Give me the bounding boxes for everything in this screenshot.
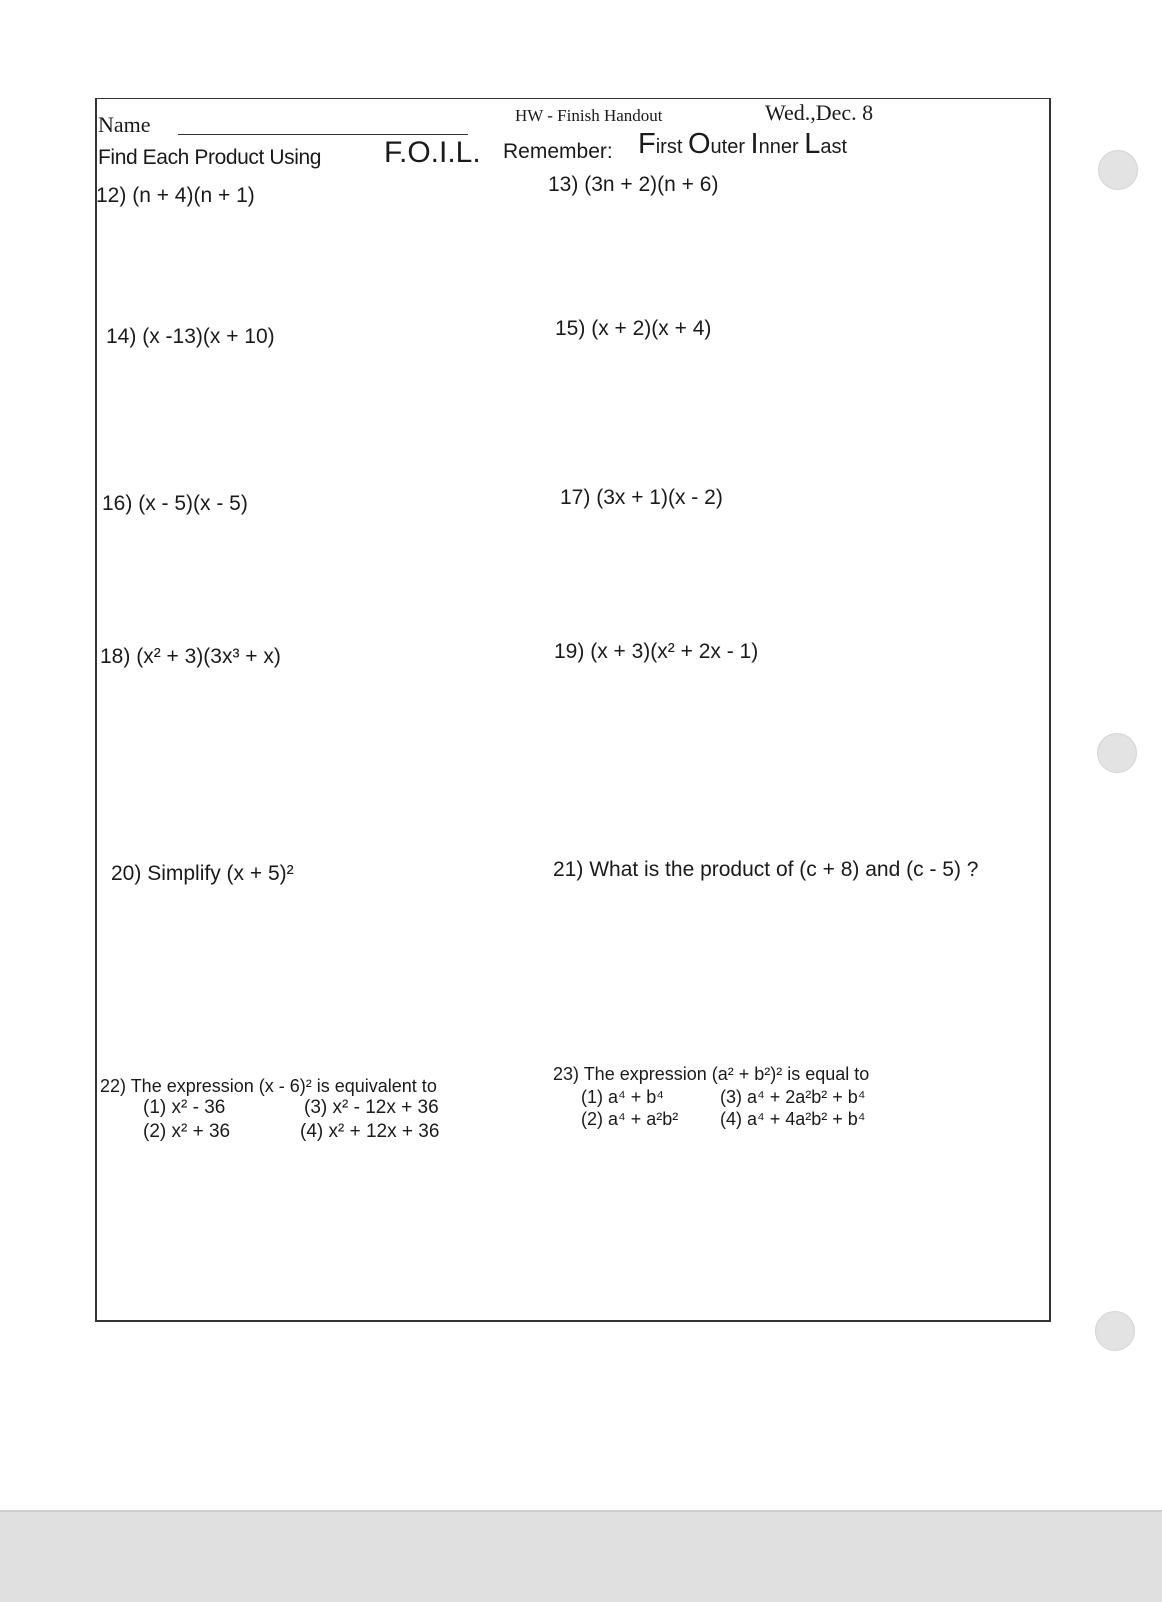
problem-23-option-2: (2) a⁴ + a²b²: [581, 1109, 679, 1129]
problem-number: 16): [102, 492, 133, 515]
problem-21: [553, 858, 978, 882]
problem-22-option-2: (2) x² + 36: [143, 1121, 231, 1142]
problem-number: 17): [560, 486, 591, 509]
remember-label: Remember:: [503, 140, 613, 163]
punch-hole-bottom: [1095, 1311, 1135, 1351]
problem-22-stem: 22) The expression (x - 6)² is equivalent to: [100, 1076, 437, 1096]
problem-14: [106, 325, 275, 349]
mnemonic-rest: irst: [655, 136, 683, 158]
problem-number: 18): [100, 645, 131, 668]
problem-18: [100, 645, 281, 669]
problem-number: 14): [106, 325, 137, 348]
name-blank-line: [178, 134, 468, 135]
mnemonic-initial: L: [804, 128, 821, 160]
problem-23-option-1: (1) a⁴ + b⁴: [581, 1087, 665, 1107]
problem-number: 19): [554, 640, 585, 663]
problem-expression: (x - 5)(x - 5): [138, 492, 248, 515]
problem-20: [111, 862, 294, 886]
assignment-date: Wed.,Dec. 8: [765, 100, 874, 125]
problem-expression: (3x + 1)(x - 2): [596, 486, 723, 509]
problem-19: [554, 640, 758, 664]
punch-hole-top: [1098, 150, 1138, 190]
problem-expression: (x + 2)(x + 4): [591, 317, 712, 340]
worksheet-border: [95, 98, 1051, 1322]
problem-16: [102, 492, 248, 516]
foil-mnemonic: [638, 128, 847, 161]
problem-number: 20): [111, 862, 142, 885]
problem-expression: (x -13)(x + 10): [142, 325, 275, 348]
problem-22-option-1: (1) x² - 36: [143, 1097, 226, 1118]
mnemonic-initial: F: [638, 128, 656, 160]
mnemonic-initial: I: [750, 128, 759, 160]
problem-expression: Simplify (x + 5)²: [147, 862, 294, 885]
mnemonic-initial: O: [687, 128, 711, 160]
problem-23-option-3: (3) a⁴ + 2a²b² + b⁴: [720, 1087, 866, 1107]
problem-number: 15): [555, 317, 586, 340]
problem-22-option-4: (4) x² + 12x + 36: [300, 1121, 440, 1142]
problem-number: 13): [548, 173, 579, 196]
foil-method: F.O.I.L.: [384, 136, 481, 169]
problem-expression: (x + 3)(x² + 2x - 1): [590, 640, 759, 663]
assignment-title: HW - Finish Handout: [515, 106, 663, 125]
problem-17: [560, 486, 723, 510]
problem-15: [555, 317, 711, 341]
problem-expression: What is the product of (c + 8) and (c - 5) ?: [589, 858, 979, 881]
problem-13: [548, 173, 718, 197]
scan-background-strip: [0, 1510, 1162, 1602]
mnemonic-rest: nner: [758, 136, 799, 158]
name-label: Name: [98, 112, 151, 137]
problem-23-option-4: (4) a⁴ + 4a²b² + b⁴: [720, 1109, 866, 1129]
problem-number: 21): [553, 858, 584, 881]
mnemonic-rest: ast: [820, 136, 848, 158]
problem-expression: (x² + 3)(3x³ + x): [136, 645, 281, 668]
problem-expression: (3n + 2)(n + 6): [584, 173, 719, 196]
problem-22-option-3: (3) x² - 12x + 36: [304, 1097, 439, 1118]
instructions: Find Each Product Using: [98, 146, 322, 169]
punch-hole-middle: [1097, 733, 1137, 773]
problem-12: [96, 184, 255, 208]
mnemonic-rest: uter: [710, 136, 745, 158]
problem-expression: (n + 4)(n + 1): [132, 184, 255, 207]
problem-number: 12): [96, 184, 127, 207]
problem-23-stem: 23) The expression (a² + b²)² is equal to: [553, 1064, 870, 1084]
